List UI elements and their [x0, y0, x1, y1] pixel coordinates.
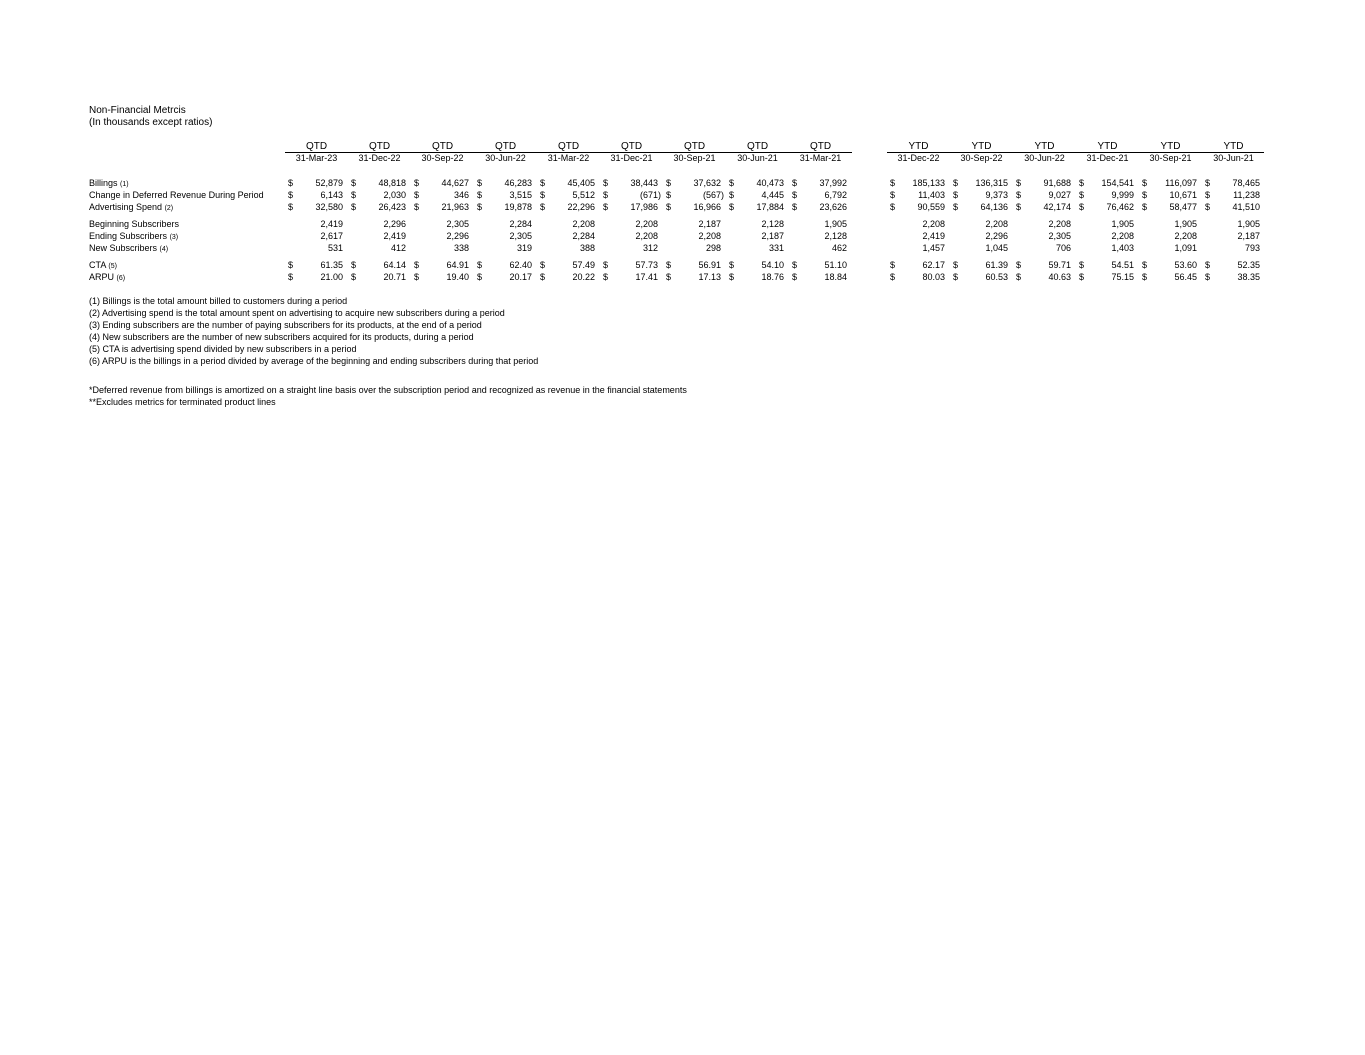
table-cell-value: 45,405 — [567, 178, 595, 188]
header-underline-ytd — [887, 152, 1264, 153]
currency-symbol: $ — [792, 178, 798, 188]
table-cell-value: 312 — [642, 243, 658, 253]
column-date-header: 30-Sep-21 — [1149, 153, 1192, 163]
currency-symbol: $ — [288, 272, 294, 282]
table-cell-value: 64.14 — [383, 260, 406, 270]
table-cell-value: 19.40 — [446, 272, 469, 282]
metrics-table — [0, 0, 1365, 300]
currency-symbol: $ — [729, 190, 735, 200]
table-cell-value: 20.17 — [509, 272, 532, 282]
currency-symbol: $ — [477, 202, 483, 212]
table-cell-value: 1,091 — [1174, 243, 1197, 253]
row-label-text: CTA — [89, 260, 106, 270]
currency-symbol: $ — [477, 260, 483, 270]
table-cell-value: 52.35 — [1237, 260, 1260, 270]
column-date-header: 30-Jun-21 — [737, 153, 778, 163]
table-cell-value: 2,208 — [1111, 231, 1134, 241]
table-cell-value: (671) — [639, 190, 661, 200]
currency-symbol: $ — [540, 260, 546, 270]
footnote-item: (2) Advertising spend is the total amount spent on advertising to acquire new subscribers during a period — [89, 308, 505, 318]
table-cell-value: 64.91 — [446, 260, 469, 270]
table-cell-value: 6,143 — [320, 190, 343, 200]
footnote-item: (1) Billings is the total amount billed to customers during a period — [89, 296, 348, 306]
header-underline-qtd — [285, 152, 852, 153]
currency-symbol: $ — [890, 190, 896, 200]
table-cell-value: 2,128 — [824, 231, 847, 241]
column-period-header: YTD — [971, 141, 992, 152]
table-cell-value: 32,580 — [315, 202, 343, 212]
table-cell-value: 19,878 — [504, 202, 532, 212]
currency-symbol: $ — [1016, 190, 1022, 200]
currency-symbol: $ — [414, 190, 420, 200]
table-cell-value: 76,462 — [1106, 202, 1134, 212]
row-footnote-ref: (5) — [108, 263, 117, 270]
row-label — [89, 178, 129, 190]
table-cell-value: 54.10 — [761, 260, 784, 270]
currency-symbol: $ — [288, 260, 294, 270]
column-date-header: 30-Sep-21 — [673, 153, 716, 163]
currency-symbol: $ — [540, 190, 546, 200]
table-cell-value: 53.60 — [1174, 260, 1197, 270]
table-cell-value: 298 — [705, 243, 721, 253]
table-cell-value: 54.51 — [1111, 260, 1134, 270]
row-label — [89, 202, 173, 214]
table-cell-value: 75.15 — [1111, 272, 1134, 282]
table-cell-value: 2,305 — [509, 231, 532, 241]
currency-symbol: $ — [953, 190, 959, 200]
table-cell-value: 9,027 — [1048, 190, 1071, 200]
currency-symbol: $ — [1142, 190, 1148, 200]
row-footnote-ref: (3) — [169, 234, 179, 241]
table-cell-value: 42,174 — [1043, 202, 1071, 212]
row-footnote-ref: (4) — [159, 246, 169, 253]
table-cell-value: 21,963 — [441, 202, 469, 212]
table-cell-value: 16,966 — [693, 202, 721, 212]
row-label — [89, 243, 168, 255]
table-cell-value: 2,128 — [761, 219, 784, 229]
table-cell-value: 319 — [516, 243, 532, 253]
currency-symbol: $ — [666, 272, 672, 282]
table-cell-value: 412 — [390, 243, 406, 253]
currency-symbol: $ — [666, 260, 672, 270]
currency-symbol: $ — [1205, 260, 1211, 270]
column-date-header: 31-Dec-21 — [1086, 153, 1129, 163]
table-cell-value: 1,905 — [1237, 219, 1260, 229]
currency-symbol: $ — [603, 190, 609, 200]
column-date-header: 31-Dec-21 — [610, 153, 653, 163]
currency-symbol: $ — [1205, 190, 1211, 200]
column-period-header: QTD — [305, 141, 328, 152]
currency-symbol: $ — [953, 178, 959, 188]
currency-symbol: $ — [729, 202, 735, 212]
table-cell-value: 10,671 — [1169, 190, 1197, 200]
table-cell-value: 38.35 — [1237, 272, 1260, 282]
currency-symbol: $ — [890, 202, 896, 212]
note-item: *Deferred revenue from billings is amortized on a straight line basis over the subscription period and recognized as revenue in the financial statements — [89, 385, 687, 395]
footnote-item: (4) New subscribers are the number of new subscribers acquired for its products, during a period — [89, 332, 474, 342]
table-cell-value: 2,296 — [985, 231, 1008, 241]
currency-symbol: $ — [890, 272, 896, 282]
table-cell-value: 1,905 — [1111, 219, 1134, 229]
table-cell-value: 17.13 — [698, 272, 721, 282]
table-cell-value: 2,208 — [635, 219, 658, 229]
note-item: **Excludes metrics for terminated product lines — [89, 397, 276, 407]
currency-symbol: $ — [1079, 260, 1085, 270]
currency-symbol: $ — [1079, 178, 1085, 188]
row-label-text: Change in Deferred Revenue During Period — [89, 190, 264, 200]
currency-symbol: $ — [792, 260, 798, 270]
table-cell-value: 2,296 — [383, 219, 406, 229]
table-cell-value: 37,992 — [819, 178, 847, 188]
table-cell-value: 2,419 — [383, 231, 406, 241]
currency-symbol: $ — [351, 272, 357, 282]
table-cell-value: 2,419 — [320, 219, 343, 229]
currency-symbol: $ — [540, 178, 546, 188]
table-cell-value: 2,208 — [1048, 219, 1071, 229]
table-cell-value: 2,305 — [1048, 231, 1071, 241]
currency-symbol: $ — [414, 202, 420, 212]
currency-symbol: $ — [1016, 260, 1022, 270]
table-cell-value: 17,986 — [630, 202, 658, 212]
table-cell-value: 59.71 — [1048, 260, 1071, 270]
column-date-header: 30-Jun-22 — [485, 153, 526, 163]
row-label-text: Billings — [89, 178, 118, 188]
table-cell-value: 3,515 — [509, 190, 532, 200]
table-cell-value: 9,373 — [985, 190, 1008, 200]
currency-symbol: $ — [351, 260, 357, 270]
table-cell-value: 1,905 — [1174, 219, 1197, 229]
table-cell-value: 388 — [579, 243, 595, 253]
currency-symbol: $ — [666, 202, 672, 212]
table-cell-value: 2,187 — [698, 219, 721, 229]
table-cell-value: 5,512 — [572, 190, 595, 200]
row-footnote-ref: (1) — [120, 181, 129, 188]
column-period-header: QTD — [368, 141, 391, 152]
table-cell-value: 56.45 — [1174, 272, 1197, 282]
table-cell-value: 2,030 — [383, 190, 406, 200]
row-footnote-ref: (6) — [116, 275, 126, 282]
column-date-header: 31-Mar-21 — [799, 153, 842, 163]
footnote-item: (3) Ending subscribers are the number of paying subscribers for its products, at the end of a period — [89, 320, 482, 330]
table-cell-value: 338 — [453, 243, 469, 253]
currency-symbol: $ — [729, 178, 735, 188]
column-period-header: YTD — [1223, 141, 1244, 152]
table-cell-value: 11,403 — [918, 190, 945, 200]
table-cell-value: 2,208 — [985, 219, 1008, 229]
table-cell-value: 51.10 — [824, 260, 847, 270]
row-label — [89, 219, 179, 230]
table-cell-value: 80.03 — [922, 272, 945, 282]
table-cell-value: 17.41 — [635, 272, 658, 282]
table-cell-value: 2,284 — [509, 219, 532, 229]
table-cell-value: 23,626 — [819, 202, 847, 212]
column-period-header: QTD — [746, 141, 769, 152]
currency-symbol: $ — [1142, 260, 1148, 270]
column-date-header: 31-Dec-22 — [358, 153, 401, 163]
table-cell-value: 18.84 — [824, 272, 847, 282]
column-date-header: 30-Sep-22 — [421, 153, 464, 163]
column-period-header: QTD — [431, 141, 454, 152]
table-cell-value: 136,315 — [975, 178, 1008, 188]
currency-symbol: $ — [666, 178, 672, 188]
column-period-header: QTD — [557, 141, 580, 152]
table-cell-value: 61.39 — [985, 260, 1008, 270]
row-label-text: New Subscribers — [89, 243, 158, 253]
row-label-text: Ending Subscribers — [89, 231, 168, 241]
currency-symbol: $ — [477, 178, 483, 188]
table-cell-value: 1,905 — [824, 219, 847, 229]
table-cell-value: 90,559 — [917, 202, 945, 212]
column-date-header: 31-Dec-22 — [897, 153, 940, 163]
column-date-header: 31-Mar-23 — [295, 153, 338, 163]
table-cell-value: 793 — [1244, 243, 1260, 253]
currency-symbol: $ — [1205, 272, 1211, 282]
column-period-header: QTD — [809, 141, 832, 152]
table-cell-value: 26,423 — [378, 202, 406, 212]
currency-symbol: $ — [288, 202, 294, 212]
currency-symbol: $ — [414, 272, 420, 282]
currency-symbol: $ — [414, 260, 420, 270]
column-date-header: 30-Jun-21 — [1213, 153, 1254, 163]
table-cell-value: 2,284 — [572, 231, 595, 241]
table-cell-value: 2,617 — [320, 231, 343, 241]
table-cell-value: (567) — [702, 190, 724, 200]
table-cell-value: 56.91 — [698, 260, 721, 270]
table-cell-value: 154,541 — [1101, 178, 1134, 188]
currency-symbol: $ — [792, 202, 798, 212]
currency-symbol: $ — [288, 178, 294, 188]
table-cell-value: 40,473 — [756, 178, 784, 188]
table-cell-value: 57.49 — [572, 260, 595, 270]
table-cell-value: 1,045 — [985, 243, 1008, 253]
table-cell-value: 2,208 — [572, 219, 595, 229]
table-cell-value: 346 — [453, 190, 469, 200]
table-cell-value: 21.00 — [320, 272, 343, 282]
table-cell-value: 2,208 — [1174, 231, 1197, 241]
row-footnote-ref: (2) — [164, 205, 174, 212]
table-cell-value: 64,136 — [980, 202, 1008, 212]
table-cell-value: 2,296 — [446, 231, 469, 241]
currency-symbol: $ — [1142, 178, 1148, 188]
table-cell-value: 20.22 — [572, 272, 595, 282]
page-subtitle: (In thousands except ratios) — [89, 117, 213, 128]
table-cell-value: 91,688 — [1043, 178, 1071, 188]
table-cell-value: 58,477 — [1169, 202, 1197, 212]
column-period-header: YTD — [908, 141, 929, 152]
column-period-header: QTD — [620, 141, 643, 152]
table-cell-value: 61.35 — [320, 260, 343, 270]
currency-symbol: $ — [540, 202, 546, 212]
row-label — [89, 190, 264, 201]
currency-symbol: $ — [953, 260, 959, 270]
currency-symbol: $ — [603, 202, 609, 212]
row-label — [89, 231, 178, 243]
table-cell-value: 60.53 — [985, 272, 1008, 282]
table-cell-value: 40.63 — [1048, 272, 1071, 282]
table-cell-value: 2,208 — [635, 231, 658, 241]
row-label-text: Advertising Spend — [89, 202, 163, 212]
table-cell-value: 9,999 — [1111, 190, 1134, 200]
table-cell-value: 48,818 — [378, 178, 406, 188]
table-cell-value: 78,465 — [1232, 178, 1260, 188]
table-cell-value: 331 — [768, 243, 784, 253]
table-cell-value: 6,792 — [824, 190, 847, 200]
column-period-header: YTD — [1097, 141, 1118, 152]
currency-symbol: $ — [1016, 202, 1022, 212]
table-cell-value: 2,305 — [446, 219, 469, 229]
column-period-header: YTD — [1034, 141, 1055, 152]
row-label-text: ARPU — [89, 272, 115, 282]
table-cell-value: 41,510 — [1232, 202, 1260, 212]
table-cell-value: 52,879 — [315, 178, 343, 188]
currency-symbol: $ — [792, 190, 798, 200]
table-cell-value: 2,208 — [698, 231, 721, 241]
table-cell-value: 1,457 — [922, 243, 945, 253]
currency-symbol: $ — [953, 202, 959, 212]
table-cell-value: 37,632 — [693, 178, 721, 188]
currency-symbol: $ — [1205, 178, 1211, 188]
table-cell-value: 17,884 — [756, 202, 784, 212]
column-period-header: QTD — [494, 141, 517, 152]
currency-symbol: $ — [729, 272, 735, 282]
table-cell-value: 62.40 — [509, 260, 532, 270]
currency-symbol: $ — [288, 190, 294, 200]
currency-symbol: $ — [351, 178, 357, 188]
currency-symbol: $ — [666, 190, 672, 200]
currency-symbol: $ — [351, 202, 357, 212]
table-cell-value: 2,187 — [761, 231, 784, 241]
column-date-header: 30-Sep-22 — [960, 153, 1003, 163]
row-label — [89, 260, 117, 272]
currency-symbol: $ — [477, 272, 483, 282]
table-cell-value: 20.71 — [383, 272, 406, 282]
currency-symbol: $ — [1079, 202, 1085, 212]
table-cell-value: 116,097 — [1165, 178, 1197, 188]
currency-symbol: $ — [890, 260, 896, 270]
table-cell-value: 22,296 — [567, 202, 595, 212]
page-title: Non-Financial Metrcis — [89, 105, 186, 116]
table-cell-value: 4,445 — [761, 190, 784, 200]
column-period-header: QTD — [683, 141, 706, 152]
column-date-header: 30-Jun-22 — [1024, 153, 1065, 163]
table-cell-value: 706 — [1055, 243, 1071, 253]
table-cell-value: 531 — [327, 243, 343, 253]
table-cell-value: 462 — [831, 243, 847, 253]
table-cell-value: 2,419 — [922, 231, 945, 241]
currency-symbol: $ — [414, 178, 420, 188]
column-date-header: 31-Mar-22 — [547, 153, 590, 163]
footnote-item: (6) ARPU is the billings in a period divided by average of the beginning and ending subscribers during that period — [89, 356, 539, 366]
table-cell-value: 11,238 — [1233, 190, 1260, 200]
table-cell-value: 44,627 — [441, 178, 469, 188]
currency-symbol: $ — [729, 260, 735, 270]
currency-symbol: $ — [1142, 202, 1148, 212]
currency-symbol: $ — [351, 190, 357, 200]
currency-symbol: $ — [1016, 272, 1022, 282]
currency-symbol: $ — [1016, 178, 1022, 188]
table-cell-value: 62.17 — [922, 260, 945, 270]
table-cell-value: 57.73 — [635, 260, 658, 270]
table-cell-value: 1,403 — [1111, 243, 1134, 253]
currency-symbol: $ — [1142, 272, 1148, 282]
currency-symbol: $ — [603, 260, 609, 270]
table-cell-value: 185,133 — [912, 178, 945, 188]
currency-symbol: $ — [477, 190, 483, 200]
row-label-text: Beginning Subscribers — [89, 219, 180, 229]
currency-symbol: $ — [953, 272, 959, 282]
currency-symbol: $ — [603, 178, 609, 188]
currency-symbol: $ — [1079, 272, 1085, 282]
currency-symbol: $ — [1205, 202, 1211, 212]
table-cell-value: 46,283 — [504, 178, 532, 188]
currency-symbol: $ — [540, 272, 546, 282]
table-cell-value: 2,208 — [922, 219, 945, 229]
currency-symbol: $ — [792, 272, 798, 282]
table-cell-value: 38,443 — [630, 178, 658, 188]
column-period-header: YTD — [1160, 141, 1181, 152]
row-label — [89, 272, 125, 284]
currency-symbol: $ — [603, 272, 609, 282]
table-cell-value: 18.76 — [761, 272, 784, 282]
currency-symbol: $ — [1079, 190, 1085, 200]
currency-symbol: $ — [890, 178, 896, 188]
footnote-item: (5) CTA is advertising spend divided by new subscribers in a period — [89, 344, 357, 354]
table-cell-value: 2,187 — [1237, 231, 1260, 241]
